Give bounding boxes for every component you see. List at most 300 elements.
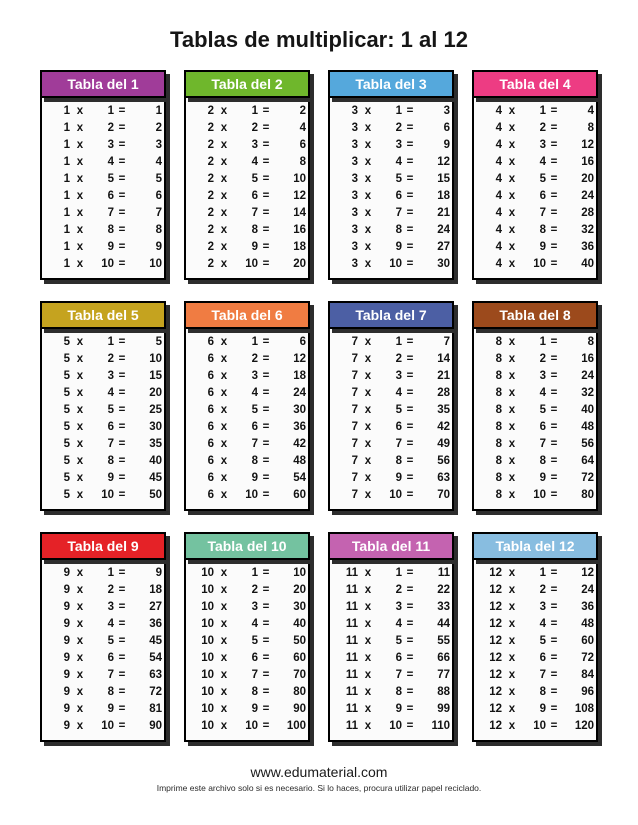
product: 15	[437, 173, 450, 185]
times-sign: x	[220, 387, 228, 399]
multiplicand: 4	[495, 173, 502, 185]
equation-row	[338, 599, 452, 616]
equals-sign: =	[262, 703, 270, 715]
multiplication-table-card	[184, 532, 310, 742]
product: 28	[437, 387, 450, 399]
multiplicand: 1	[63, 156, 70, 168]
multiplier: 10	[245, 489, 258, 501]
multiplicand: 10	[201, 584, 214, 596]
equation-row	[482, 718, 596, 735]
equals-sign: =	[118, 635, 126, 647]
product: 63	[437, 472, 450, 484]
product: 48	[581, 421, 594, 433]
multiplier: 6	[395, 190, 402, 202]
equation-row	[338, 701, 452, 718]
multiplicand: 5	[63, 438, 70, 450]
equals-sign: =	[118, 584, 126, 596]
equation-row	[50, 239, 164, 256]
equals-sign: =	[406, 224, 414, 236]
times-sign: x	[364, 387, 372, 399]
product: 36	[581, 601, 594, 613]
equals-sign: =	[262, 122, 270, 134]
equals-sign: =	[262, 472, 270, 484]
product: 18	[293, 370, 306, 382]
equals-sign: =	[406, 421, 414, 433]
equals-sign: =	[262, 489, 270, 501]
tables-grid	[0, 70, 638, 742]
equation-row	[338, 334, 452, 351]
times-sign: x	[76, 669, 84, 681]
table-title: Tabla del 10	[207, 538, 287, 554]
equals-sign: =	[550, 618, 558, 630]
multiplier: 9	[107, 241, 114, 253]
equals-sign: =	[406, 387, 414, 399]
times-sign: x	[364, 122, 372, 134]
times-sign: x	[76, 720, 84, 732]
equals-sign: =	[118, 720, 126, 732]
multiplier: 3	[395, 139, 402, 151]
multiplier: 1	[395, 336, 402, 348]
multiplier: 6	[539, 421, 546, 433]
equation-row	[50, 701, 164, 718]
multiplier: 2	[251, 584, 258, 596]
footer	[0, 764, 638, 793]
equation-row	[194, 650, 308, 667]
multiplier: 2	[107, 122, 114, 134]
equation-row	[50, 667, 164, 684]
multiplicand: 3	[351, 122, 358, 134]
multiplier: 2	[107, 584, 114, 596]
multiplier: 5	[251, 173, 258, 185]
multiplier: 2	[395, 122, 402, 134]
multiplicand: 3	[351, 190, 358, 202]
equals-sign: =	[118, 105, 126, 117]
table-body	[328, 558, 454, 742]
times-sign: x	[508, 258, 516, 270]
multiplier: 9	[251, 241, 258, 253]
multiplier: 8	[107, 686, 114, 698]
equals-sign: =	[118, 489, 126, 501]
multiplicand: 9	[63, 669, 70, 681]
equation-row	[50, 222, 164, 239]
times-sign: x	[76, 584, 84, 596]
multiplicand: 2	[207, 224, 214, 236]
multiplicand: 12	[489, 584, 502, 596]
multiplicand: 9	[63, 703, 70, 715]
equation-row	[338, 565, 452, 582]
table-title: Tabla del 11	[351, 538, 431, 554]
product: 9	[155, 241, 162, 253]
multiplier: 1	[395, 105, 402, 117]
equals-sign: =	[262, 387, 270, 399]
equation-row	[194, 222, 308, 239]
product: 45	[149, 472, 162, 484]
equals-sign: =	[262, 207, 270, 219]
equals-sign: =	[406, 156, 414, 168]
times-sign: x	[76, 139, 84, 151]
multiplicand: 8	[495, 353, 502, 365]
multiplicand: 7	[351, 404, 358, 416]
multiplier: 1	[539, 105, 546, 117]
multiplicand: 1	[63, 139, 70, 151]
multiplier: 1	[251, 336, 258, 348]
multiplicand: 7	[351, 353, 358, 365]
multiplier: 6	[107, 190, 114, 202]
product: 9	[155, 567, 162, 579]
times-sign: x	[76, 567, 84, 579]
multiplicand: 5	[63, 489, 70, 501]
multiplier: 3	[395, 601, 402, 613]
product: 50	[293, 635, 306, 647]
product: 70	[437, 489, 450, 501]
multiplier: 4	[539, 618, 546, 630]
table-title: Tabla del 3	[355, 76, 427, 92]
equation-row	[50, 368, 164, 385]
times-sign: x	[508, 438, 516, 450]
equals-sign: =	[550, 156, 558, 168]
times-sign: x	[508, 472, 516, 484]
multiplicand: 8	[495, 336, 502, 348]
multiplicand: 12	[489, 567, 502, 579]
times-sign: x	[76, 618, 84, 630]
equation-row	[50, 205, 164, 222]
equals-sign: =	[550, 387, 558, 399]
product: 100	[286, 720, 306, 732]
multiplicand: 8	[495, 455, 502, 467]
times-sign: x	[220, 489, 228, 501]
equals-sign: =	[406, 669, 414, 681]
multiplication-table-card	[328, 301, 454, 511]
times-sign: x	[220, 224, 228, 236]
equals-sign: =	[262, 353, 270, 365]
multiplicand: 2	[207, 190, 214, 202]
times-sign: x	[76, 472, 84, 484]
times-sign: x	[76, 404, 84, 416]
multiplier: 9	[539, 241, 546, 253]
equation-row	[50, 171, 164, 188]
multiplicand: 10	[201, 720, 214, 732]
product: 24	[437, 224, 450, 236]
equals-sign: =	[118, 173, 126, 185]
multiplier: 4	[251, 156, 258, 168]
multiplier: 4	[539, 387, 546, 399]
equals-sign: =	[550, 438, 558, 450]
equals-sign: =	[262, 584, 270, 596]
multiplicand: 4	[495, 241, 502, 253]
equals-sign: =	[550, 258, 558, 270]
equation-row	[50, 120, 164, 137]
multiplicand: 4	[495, 122, 502, 134]
equation-row	[194, 470, 308, 487]
times-sign: x	[508, 207, 516, 219]
product: 4	[299, 122, 306, 134]
multiplicand: 4	[495, 139, 502, 151]
equals-sign: =	[118, 370, 126, 382]
equation-row	[482, 436, 596, 453]
multiplier: 4	[107, 387, 114, 399]
equals-sign: =	[118, 122, 126, 134]
product: 2	[299, 105, 306, 117]
equation-row	[50, 436, 164, 453]
equals-sign: =	[118, 387, 126, 399]
equals-sign: =	[550, 404, 558, 416]
multiplier: 10	[533, 720, 546, 732]
equals-sign: =	[118, 258, 126, 270]
multiplier: 5	[107, 404, 114, 416]
equation-row	[482, 239, 596, 256]
table-title: Tabla del 6	[211, 307, 283, 323]
equation-row	[50, 154, 164, 171]
multiplier: 3	[107, 370, 114, 382]
times-sign: x	[364, 489, 372, 501]
multiplicand: 3	[351, 207, 358, 219]
product: 60	[293, 652, 306, 664]
product: 24	[581, 370, 594, 382]
product: 12	[293, 353, 306, 365]
multiplier: 7	[395, 438, 402, 450]
equation-row	[482, 368, 596, 385]
product: 36	[581, 241, 594, 253]
equation-row	[50, 582, 164, 599]
multiplicand: 5	[63, 455, 70, 467]
table-title: Tabla del 8	[499, 307, 571, 323]
times-sign: x	[508, 336, 516, 348]
multiplication-table-card	[40, 70, 166, 280]
product: 4	[587, 105, 594, 117]
multiplicand: 3	[351, 173, 358, 185]
table-body	[184, 327, 310, 511]
product: 72	[581, 472, 594, 484]
equation-row	[194, 402, 308, 419]
times-sign: x	[220, 455, 228, 467]
equals-sign: =	[550, 472, 558, 484]
product: 30	[149, 421, 162, 433]
equation-row	[338, 650, 452, 667]
times-sign: x	[76, 241, 84, 253]
table-header	[40, 70, 166, 98]
equals-sign: =	[406, 567, 414, 579]
equals-sign: =	[118, 686, 126, 698]
multiplicand: 4	[495, 190, 502, 202]
product: 32	[581, 387, 594, 399]
table-body	[40, 96, 166, 280]
equation-row	[194, 701, 308, 718]
equation-row	[50, 718, 164, 735]
multiplier: 5	[395, 173, 402, 185]
product: 5	[155, 336, 162, 348]
equals-sign: =	[262, 567, 270, 579]
product: 24	[293, 387, 306, 399]
equation-row	[194, 582, 308, 599]
equals-sign: =	[118, 601, 126, 613]
product: 40	[581, 404, 594, 416]
multiplicand: 8	[495, 421, 502, 433]
equation-row	[482, 222, 596, 239]
equation-row	[482, 402, 596, 419]
equation-row	[50, 137, 164, 154]
multiplier: 1	[539, 336, 546, 348]
times-sign: x	[76, 173, 84, 185]
product: 3	[155, 139, 162, 151]
times-sign: x	[364, 224, 372, 236]
product: 30	[293, 404, 306, 416]
equation-row	[482, 120, 596, 137]
times-sign: x	[508, 669, 516, 681]
multiplicand: 7	[351, 489, 358, 501]
table-body	[328, 327, 454, 511]
times-sign: x	[220, 122, 228, 134]
multiplier: 7	[107, 207, 114, 219]
product: 84	[581, 669, 594, 681]
times-sign: x	[364, 635, 372, 647]
multiplicand: 6	[207, 472, 214, 484]
multiplicand: 8	[495, 404, 502, 416]
equation-row	[338, 103, 452, 120]
equation-row	[50, 599, 164, 616]
product: 50	[149, 489, 162, 501]
equation-row	[338, 205, 452, 222]
equation-row	[482, 582, 596, 599]
equals-sign: =	[262, 669, 270, 681]
multiplicand: 10	[201, 567, 214, 579]
product: 3	[443, 105, 450, 117]
times-sign: x	[76, 122, 84, 134]
footer-eco-note: Imprime este archivo solo si es necesario. Si lo haces, procura utilizar papel reciclado.	[156, 783, 482, 793]
times-sign: x	[508, 353, 516, 365]
product: 18	[293, 241, 306, 253]
equation-row	[338, 120, 452, 137]
times-sign: x	[76, 336, 84, 348]
multiplicand: 7	[351, 472, 358, 484]
multiplicand: 7	[351, 387, 358, 399]
product: 42	[293, 438, 306, 450]
equals-sign: =	[118, 139, 126, 151]
multiplicand: 12	[489, 635, 502, 647]
times-sign: x	[76, 635, 84, 647]
times-sign: x	[364, 669, 372, 681]
equals-sign: =	[406, 207, 414, 219]
times-sign: x	[220, 618, 228, 630]
multiplicand: 12	[489, 703, 502, 715]
table-body	[40, 327, 166, 511]
product: 21	[437, 207, 450, 219]
product: 80	[581, 489, 594, 501]
multiplier: 7	[251, 669, 258, 681]
multiplicand: 2	[207, 105, 214, 117]
product: 15	[149, 370, 162, 382]
equals-sign: =	[550, 703, 558, 715]
times-sign: x	[220, 139, 228, 151]
equals-sign: =	[262, 105, 270, 117]
times-sign: x	[508, 370, 516, 382]
table-body	[328, 96, 454, 280]
equation-row	[482, 419, 596, 436]
multiplicand: 1	[63, 224, 70, 236]
times-sign: x	[76, 601, 84, 613]
equation-row	[194, 419, 308, 436]
equation-row	[338, 351, 452, 368]
product: 27	[437, 241, 450, 253]
table-header	[184, 70, 310, 98]
multiplication-table-card	[472, 301, 598, 511]
equation-row	[482, 565, 596, 582]
equals-sign: =	[406, 404, 414, 416]
equation-row	[482, 599, 596, 616]
times-sign: x	[508, 635, 516, 647]
equation-row	[338, 402, 452, 419]
multiplication-table-card	[40, 532, 166, 742]
equals-sign: =	[118, 336, 126, 348]
times-sign: x	[508, 105, 516, 117]
equation-row	[194, 171, 308, 188]
multiplicand: 5	[63, 370, 70, 382]
times-sign: x	[76, 190, 84, 202]
multiplier: 3	[539, 601, 546, 613]
times-sign: x	[76, 387, 84, 399]
multiplicand: 6	[207, 421, 214, 433]
multiplicand: 11	[345, 618, 358, 630]
product: 90	[149, 720, 162, 732]
equals-sign: =	[550, 190, 558, 202]
multiplicand: 3	[351, 139, 358, 151]
times-sign: x	[364, 173, 372, 185]
multiplier: 10	[533, 258, 546, 270]
equation-row	[194, 188, 308, 205]
times-sign: x	[76, 258, 84, 270]
equals-sign: =	[550, 567, 558, 579]
equals-sign: =	[406, 618, 414, 630]
equals-sign: =	[262, 635, 270, 647]
times-sign: x	[364, 353, 372, 365]
equals-sign: =	[118, 455, 126, 467]
multiplicand: 11	[345, 567, 358, 579]
product: 108	[574, 703, 594, 715]
multiplicand: 11	[345, 652, 358, 664]
multiplicand: 12	[489, 720, 502, 732]
product: 24	[581, 584, 594, 596]
multiplicand: 6	[207, 336, 214, 348]
times-sign: x	[508, 224, 516, 236]
multiplier: 9	[107, 472, 114, 484]
multiplicand: 9	[63, 567, 70, 579]
page-title: Tablas de multiplicar: 1 al 12	[170, 27, 468, 52]
product: 6	[443, 122, 450, 134]
equation-row	[50, 453, 164, 470]
times-sign: x	[364, 472, 372, 484]
multiplicand: 4	[495, 258, 502, 270]
multiplier: 10	[245, 720, 258, 732]
equals-sign: =	[550, 122, 558, 134]
times-sign: x	[508, 489, 516, 501]
equals-sign: =	[550, 421, 558, 433]
multiplier: 3	[107, 601, 114, 613]
multiplier: 3	[251, 601, 258, 613]
equals-sign: =	[118, 224, 126, 236]
multiplier: 5	[251, 635, 258, 647]
product: 63	[149, 669, 162, 681]
equation-row	[50, 256, 164, 273]
multiplier: 5	[107, 173, 114, 185]
product: 44	[437, 618, 450, 630]
times-sign: x	[508, 190, 516, 202]
multiplicand: 10	[201, 635, 214, 647]
equals-sign: =	[550, 652, 558, 664]
multiplier: 5	[395, 635, 402, 647]
product: 18	[149, 584, 162, 596]
product: 8	[155, 224, 162, 236]
multiplicand: 10	[201, 601, 214, 613]
equation-row	[338, 667, 452, 684]
